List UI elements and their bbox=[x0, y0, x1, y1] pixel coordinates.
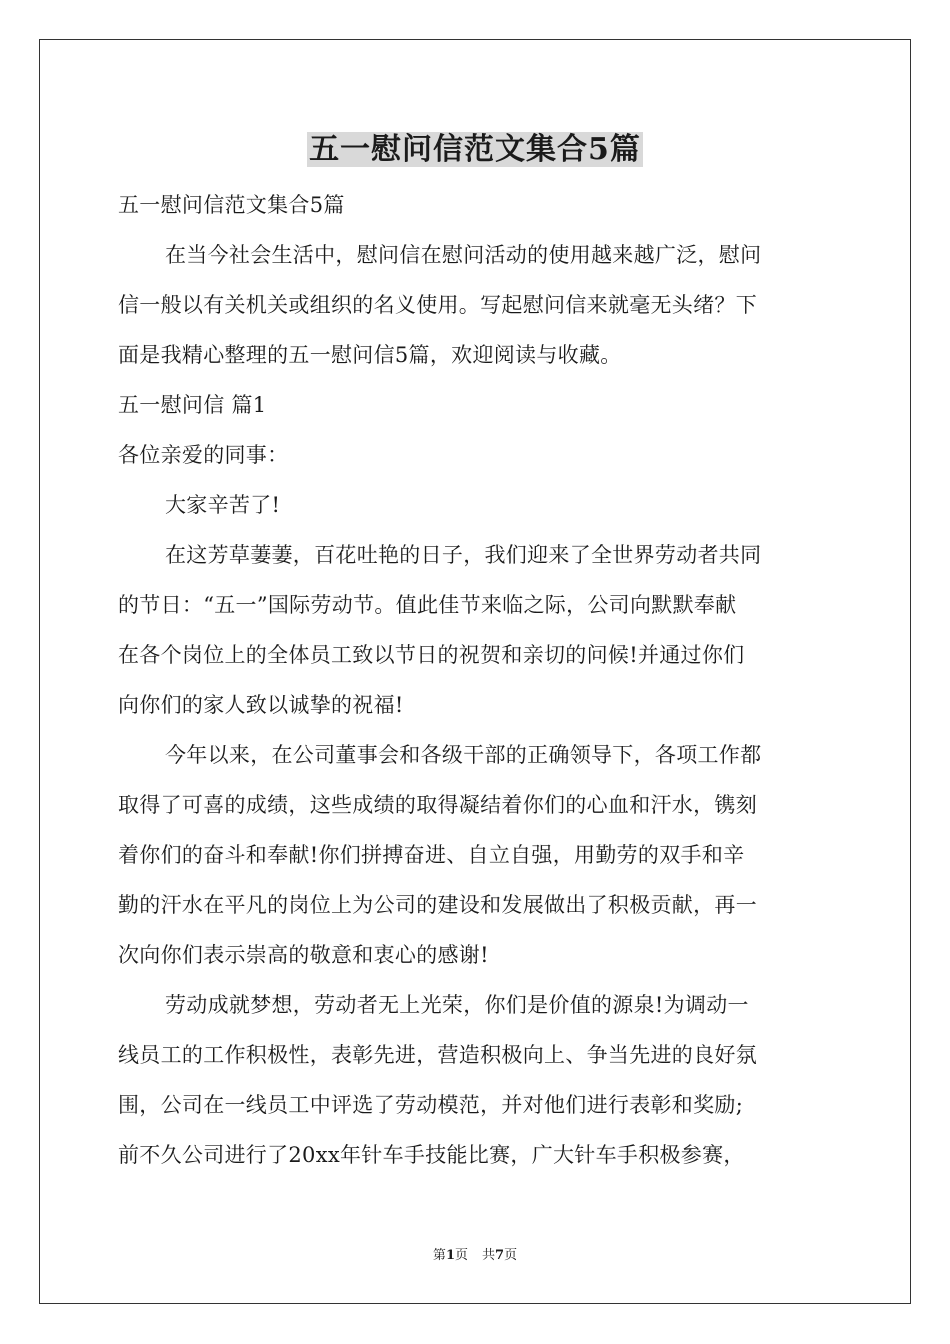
total-suffix: 页 bbox=[504, 1248, 518, 1263]
paragraph-line: 的节日：“五一”国际劳动节。值此佳节来临之际，公司向默默奉献 bbox=[118, 593, 737, 617]
paragraph-line: 着你们的奋斗和奉献!你们拼搏奋进、自立自强，用勤劳的双手和辛 bbox=[118, 843, 745, 867]
total-pages: 7 bbox=[495, 1248, 505, 1263]
page-suffix: 页 bbox=[454, 1248, 468, 1263]
paragraph-line: 今年以来，在公司董事会和各级干部的正确领导下，各项工作都 bbox=[165, 743, 762, 767]
page-number: 1 bbox=[445, 1248, 455, 1263]
page-footer bbox=[0, 1246, 950, 1266]
paragraph-line: 在各个岗位上的全体员工致以节日的祝贺和亲切的问候!并通过你们 bbox=[118, 643, 745, 667]
paragraph-line: 面是我精心整理的五一慰问信5篇，欢迎阅读与收藏。 bbox=[118, 343, 622, 367]
paragraph-line: 取得了可喜的成绩，这些成绩的取得凝结着你们的心血和汗水，镌刻 bbox=[118, 793, 757, 817]
paragraph-line: 前不久公司进行了20xx年针车手技能比赛，广大针车手积极参赛， bbox=[118, 1143, 745, 1167]
salutation-line: 各位亲爱的同事： bbox=[118, 443, 289, 467]
document-title bbox=[0, 128, 950, 172]
paragraph-line: 线员工的工作积极性，表彰先进，营造积极向上、争当先进的良好氛 bbox=[118, 1043, 757, 1067]
paragraph-line: 在这芳草萋萋，百花吐艳的日子，我们迎来了全世界劳动者共同 bbox=[165, 543, 762, 567]
subtitle-line: 五一慰问信范文集合5篇 bbox=[118, 193, 345, 217]
total-prefix: 共 bbox=[482, 1248, 496, 1263]
paragraph-line: 勤的汗水在平凡的岗位上为公司的建设和发展做出了积极贡献，再一 bbox=[118, 893, 757, 917]
page-prefix: 第 bbox=[432, 1248, 446, 1263]
document-body bbox=[118, 180, 834, 1180]
paragraph-line: 信一般以有关机关或组织的名义使用。写起慰问信来就毫无头绪？下 bbox=[118, 293, 757, 317]
paragraph-line: 劳动成就梦想，劳动者无上光荣，你们是价值的源泉!为调动一 bbox=[165, 993, 749, 1017]
paragraph-line: 次向你们表示崇高的敬意和衷心的感谢! bbox=[118, 943, 489, 967]
document-title-text: 五一慰问信范文集合5篇 bbox=[309, 132, 641, 167]
section-heading: 五一慰问信 篇1 bbox=[118, 393, 267, 417]
paragraph-line: 大家辛苦了! bbox=[165, 493, 281, 517]
paragraph-line: 在当今社会生活中，慰问信在慰问活动的使用越来越广泛，慰问 bbox=[165, 243, 762, 267]
paragraph-line: 围，公司在一线员工中评选了劳动模范，并对他们进行表彰和奖励; bbox=[118, 1093, 744, 1117]
paragraph-line: 向你们的家人致以诚挚的祝福! bbox=[118, 693, 404, 717]
